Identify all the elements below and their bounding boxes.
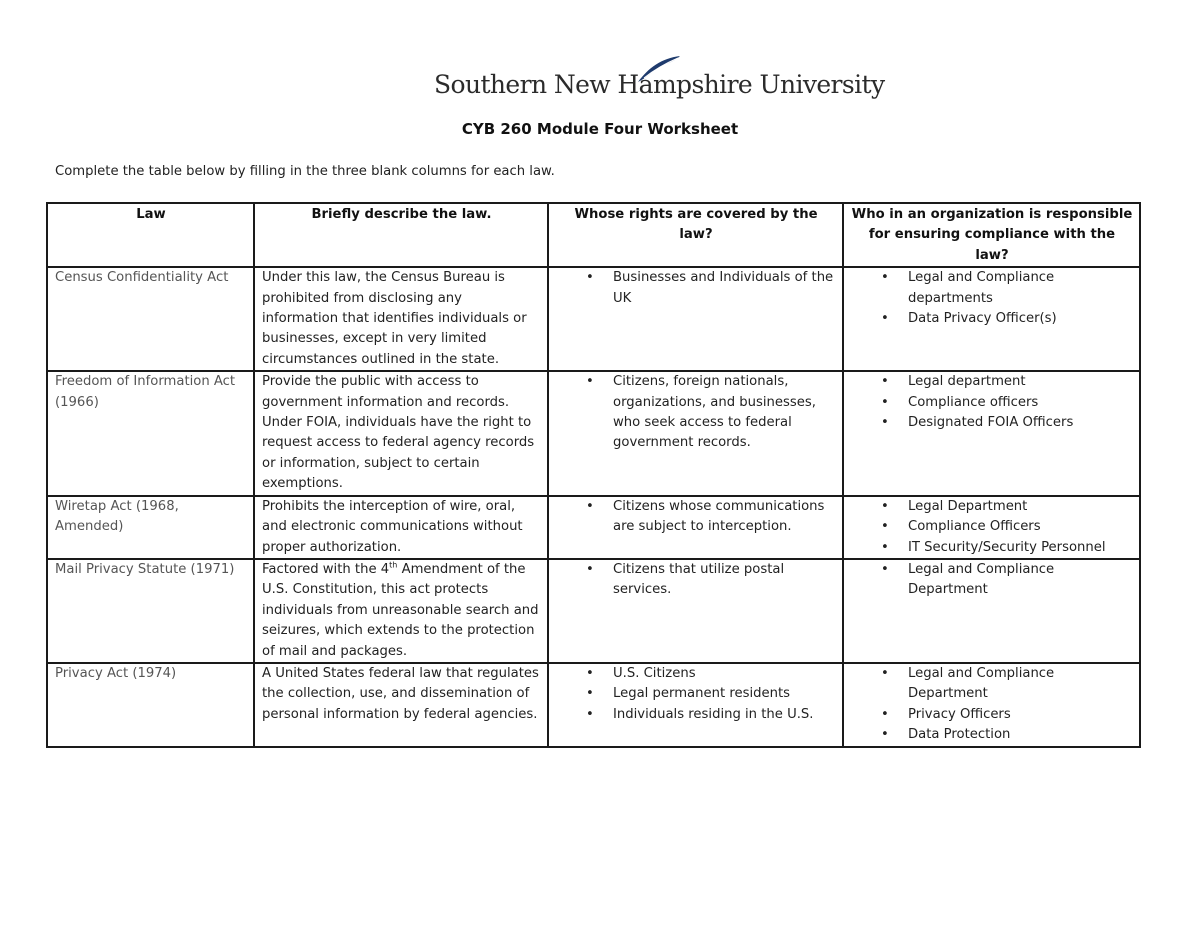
responsible-cell <box>843 663 1140 747</box>
list-item: • IT Security/Security Personnel <box>908 538 1133 558</box>
list-item: • Businesses and Individuals of the UK <box>613 268 836 309</box>
laws-table <box>46 202 1141 748</box>
list-item: • Legal and Compliance Department <box>908 560 1133 601</box>
description-part: Factored with the 4 <box>262 561 390 577</box>
list-item: • Compliance officers <box>908 393 1133 413</box>
list-item: • Legal department <box>908 372 1133 392</box>
list-item: • Citizens whose communications are subject to interception. <box>613 497 836 538</box>
rights-cell <box>548 267 843 371</box>
responsible-cell <box>843 267 1140 371</box>
list-item: • Citizens, foreign nationals, organizations, and businesses, who seek access to federal government records. <box>613 372 836 454</box>
law-description <box>254 559 548 663</box>
university-logo <box>434 54 885 106</box>
list-item: • Data Protection <box>908 725 1133 745</box>
table-row <box>47 663 1140 747</box>
list-item: • Data Privacy Officer(s) <box>908 309 1133 329</box>
page-title: CYB 260 Module Four Worksheet <box>461 120 739 138</box>
responsible-cell <box>843 496 1140 559</box>
law-name: Freedom of Information Act (1966) <box>47 371 254 495</box>
list-item: • Citizens that utilize postal services. <box>613 560 836 601</box>
list-item: • Privacy Officers <box>908 705 1133 725</box>
list-item: • Legal permanent residents <box>613 684 836 704</box>
law-name: Privacy Act (1974) <box>47 663 254 747</box>
list-item: • Individuals residing in the U.S. <box>613 705 836 725</box>
table-row <box>47 371 1140 495</box>
table-header-row <box>47 203 1140 267</box>
list-item: • Legal Department <box>908 497 1133 517</box>
law-description: Provide the public with access to government information and records. Under FOIA, individuals have the right to request access to federal agency records or information, subject to certain exemptions. <box>254 371 548 495</box>
list-item: • Legal and Compliance departments <box>908 268 1133 309</box>
header-description: Briefly describe the law. <box>254 203 548 267</box>
instructions-text: Complete the table below by filling in the three blank columns for each law. <box>55 164 555 179</box>
law-description: Under this law, the Census Bureau is prohibited from disclosing any information that identifies individuals or businesses, except in very limited circumstances outlined in the state. <box>254 267 548 371</box>
ordinal-suffix: th <box>389 560 398 570</box>
header-rights: Whose rights are covered by the law? <box>548 203 843 267</box>
responsible-cell <box>843 559 1140 663</box>
list-item: • Legal and Compliance Department <box>908 664 1133 705</box>
rights-cell <box>548 559 843 663</box>
responsible-cell <box>843 371 1140 495</box>
table-row <box>47 496 1140 559</box>
logo-text: Southern New Hampshire University <box>434 70 885 99</box>
rights-cell <box>548 371 843 495</box>
rights-cell <box>548 663 843 747</box>
law-name: Census Confidentiality Act <box>47 267 254 371</box>
table-row <box>47 559 1140 663</box>
description-part: Amendment of the U.S. Constitution, this act protects individuals from unreasonable search and seizures, which extends to the protection of mail and packages. <box>262 561 539 659</box>
list-item: • Compliance Officers <box>908 517 1133 537</box>
header-responsible: Who in an organization is responsible for ensuring compliance with the law? <box>843 203 1140 267</box>
law-name: Mail Privacy Statute (1971) <box>47 559 254 663</box>
law-name: Wiretap Act (1968, Amended) <box>47 496 254 559</box>
table-row <box>47 267 1140 371</box>
list-item: • U.S. Citizens <box>613 664 836 684</box>
list-item: • Designated FOIA Officers <box>908 413 1133 433</box>
rights-cell <box>548 496 843 559</box>
law-description: A United States federal law that regulates the collection, use, and dissemination of personal information by federal agencies. <box>254 663 548 747</box>
header-law: Law <box>47 203 254 267</box>
law-description: Prohibits the interception of wire, oral, and electronic communications without proper authorization. <box>254 496 548 559</box>
